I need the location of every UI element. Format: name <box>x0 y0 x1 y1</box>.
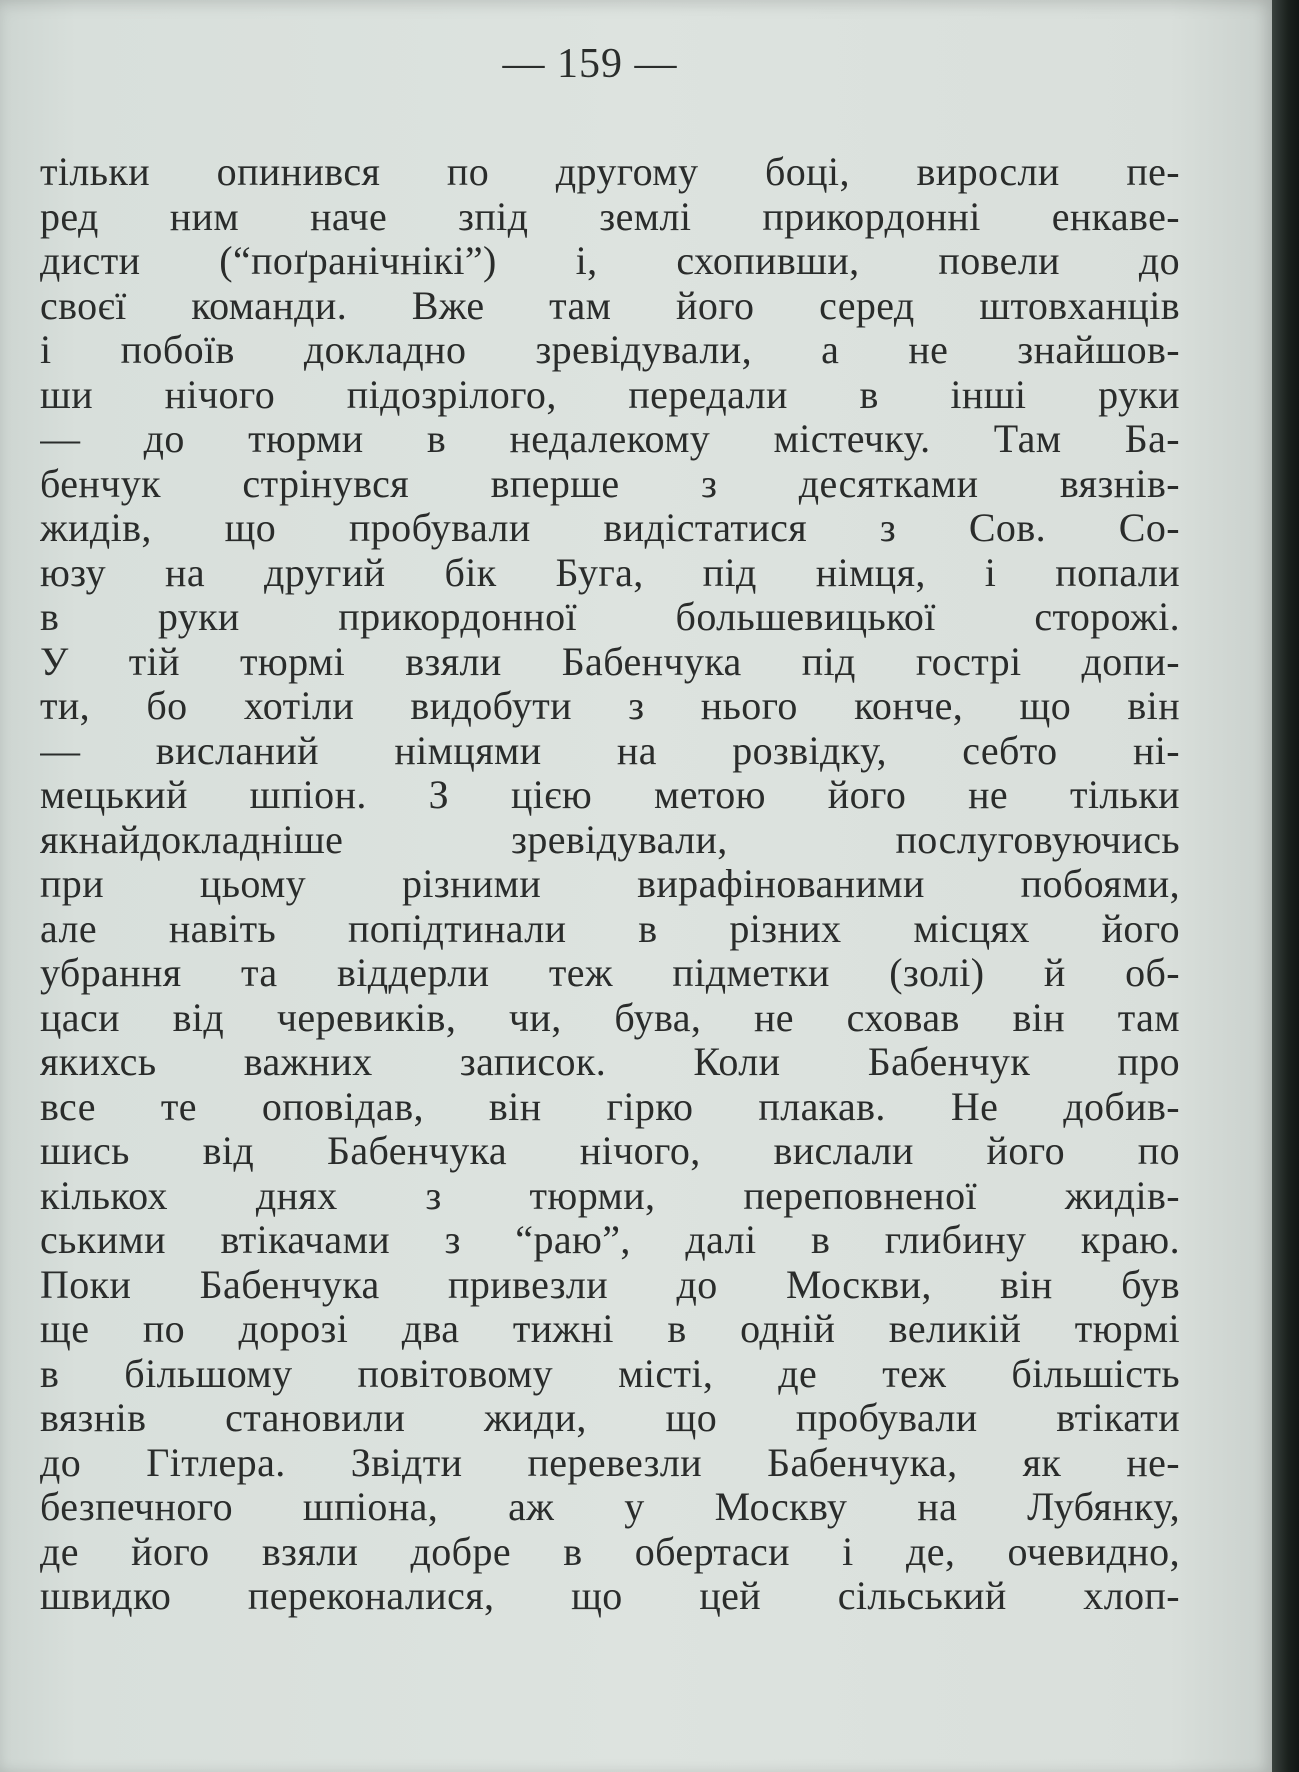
text-line: і побоїв докладно зревідували, а не знайшов- <box>40 328 1180 372</box>
text-line: своєї команди. Вже там його серед штовханців <box>40 283 1180 328</box>
text-line: ши нічого підозрілого, передали в інші руки <box>40 372 1180 417</box>
text-line: кількох днях з тюрми, переповненої жидів- <box>40 1173 1180 1218</box>
text-line: У тій тюрмі взяли Бабенчука під гострі допи- <box>40 639 1180 684</box>
text-line: бенчук стрінувся вперше з десятками вязнів- <box>40 461 1180 506</box>
text-line: безпечного шпіона, аж у Москву на Лубянку, <box>40 1485 1180 1529</box>
text-line: ськими втікачами з “раю”, далі в глибину краю. <box>40 1218 1180 1262</box>
text-line: убрання та віддерли теж підметки (золі) й об- <box>40 951 1180 995</box>
text-line: тільки опинився по другому боці, виросли пе- <box>40 150 1180 194</box>
text-line: якнайдокладніше зревідували, послуговуючись <box>40 817 1180 862</box>
text-line: вязнів становили жиди, що пробували втікати <box>40 1396 1180 1440</box>
text-line: дисти (“поґранічнікі”) і, схопивши, повели до <box>40 239 1180 283</box>
text-line: мецький шпіон. З цією метою його не тільки <box>40 773 1180 817</box>
text-line: юзу на другий бік Буга, під німця, і попали <box>40 550 1180 595</box>
body-text <box>40 150 1180 1619</box>
text-line: — до тюрми в недалекому містечку. Там Ба- <box>40 417 1180 461</box>
text-line: швидко переконалися, що цей сільський хлоп- <box>40 1574 1180 1618</box>
text-line: цаси від черевиків, чи, бува, не сховав він там <box>40 995 1180 1040</box>
text-line: Поки Бабенчука привезли до Москви, він був <box>40 1262 1180 1307</box>
text-line: ще по дорозі два тижні в одній великій тюрмі <box>40 1307 1180 1351</box>
text-line: до Гітлера. Звідти перевезли Бабенчука, як не- <box>40 1440 1180 1485</box>
text-line: в більшому повітовому місті, де теж більшість <box>40 1351 1180 1396</box>
text-line: якихсь важних записок. Коли Бабенчук про <box>40 1040 1180 1084</box>
text-line: при цьому різними вирафінованими побоями, <box>40 862 1180 906</box>
text-line: де його взяли добре в обертаси і де, очевидно, <box>40 1529 1180 1574</box>
text-line: жидів, що пробували видістатися з Сов. Со- <box>40 506 1180 550</box>
page-edge-shadow <box>1272 0 1299 1772</box>
text-line: в руки прикордонної большевицької сторожі. <box>40 595 1180 639</box>
text-line: — висланий німцями на розвідку, себто ні- <box>40 728 1180 773</box>
text-line: шись від Бабенчука нічого, вислали його по <box>40 1129 1180 1173</box>
text-line: все те оповідав, він гірко плакав. Не добив- <box>40 1084 1180 1129</box>
text-line: ред ним наче зпід землі прикордонні енкаве- <box>40 194 1180 239</box>
text-line: але навіть попідтинали в різних місцях його <box>40 906 1180 951</box>
page-number: — 159 — <box>502 41 678 87</box>
text-line: ти, бо хотіли видобути з нього конче, що він <box>40 684 1180 728</box>
